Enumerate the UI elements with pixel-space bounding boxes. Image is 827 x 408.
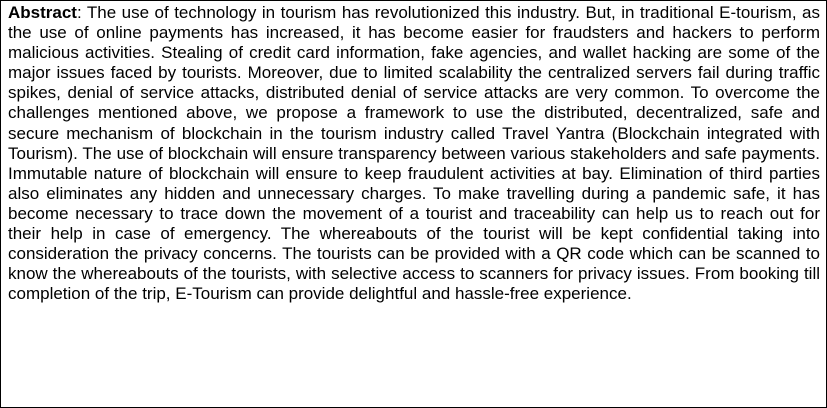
abstract-paragraph xyxy=(8,3,820,304)
abstract-separator: : xyxy=(76,3,87,22)
abstract-label: Abstract xyxy=(8,3,77,22)
abstract-text: The use of technology in tourism has revolutionized this industry. But, in traditional E-tourism, as the use of online payments has increased, it has become easier for fraudsters and hackers to perform malicious activities. Stealing of credit card information, fake agencies, and wallet hacking are some of the major issues faced by tourists. Moreover, due to limited scalability the centralized servers fail during traffic spikes, denial of service attacks, distributed denial of service attacks are very common. To overcome the challenges mentioned above, we propose a framework to use the distributed, decentralized, safe and secure mechanism of blockchain in the tourism industry called Travel Yantra (Blockchain integrated with Tourism). The use of blockchain will ensure transparency between various stakeholders and safe payments. Immutable nature of blockchain will ensure to keep fraudulent activities at bay. Elimination of third parties also eliminates any hidden and unnecessary charges. To make travelling during a pandemic safe, it has become necessary to trace down the movement of a tourist and traceability can help us to reach out for their help in case of emergency. The whereabouts of the tourist will be kept confidential taking into consideration the privacy concerns. The tourists can be provided with a QR code which can be scanned to know the whereabouts of the tourists, with selective access to scanners for privacy issues. From booking till completion of the trip, E-Tourism can provide delightful and hassle-free experience. xyxy=(8,3,820,304)
